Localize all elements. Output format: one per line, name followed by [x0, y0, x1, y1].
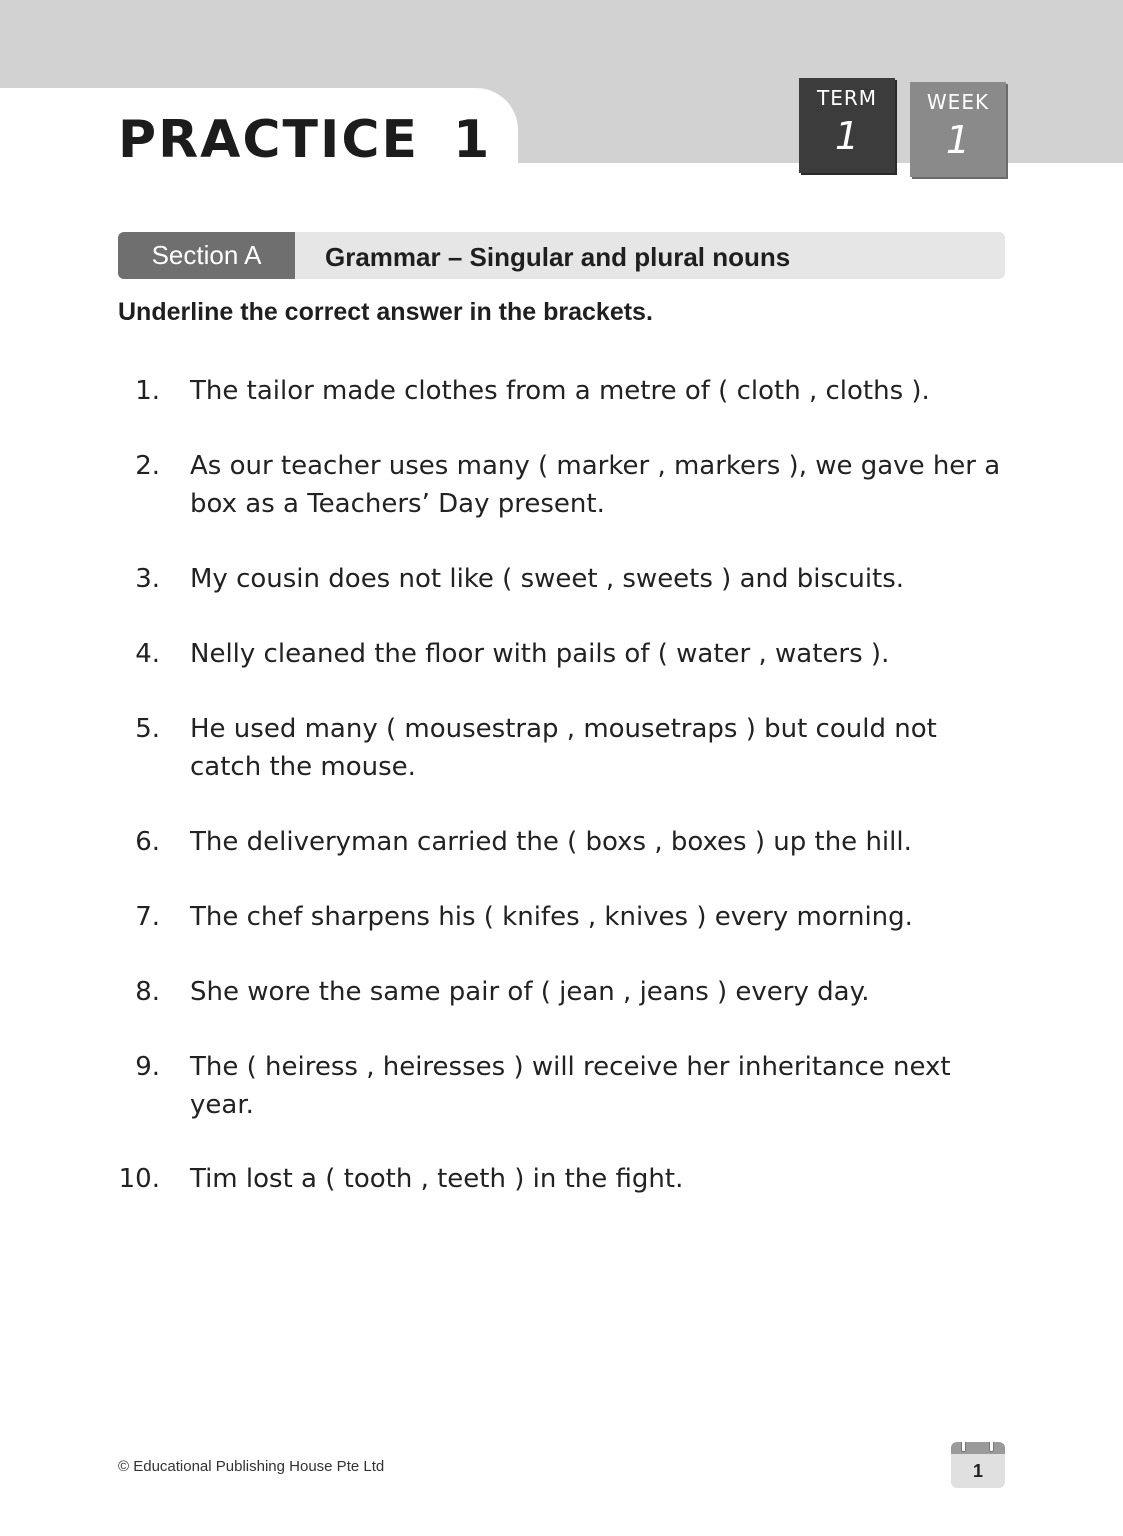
question-number: 8.	[135, 977, 160, 1007]
term-badge	[799, 78, 895, 173]
page-number-badge	[951, 1442, 1005, 1488]
question-text: The ( heiress , heiresses ) will receive her inheritance next year.	[190, 1052, 951, 1120]
question-number: 4.	[135, 639, 160, 669]
question-text: She wore the same pair of ( jean , jeans ) every day.	[190, 977, 870, 1007]
question-number: 9.	[135, 1052, 160, 1082]
week-value: 1	[945, 118, 971, 162]
question-number: 10.	[118, 1164, 160, 1194]
question-text: Tim lost a ( tooth , teeth ) in the fight.	[190, 1164, 684, 1194]
question-text: As our teacher uses many ( marker , markers ), we gave her a box as a Teachers’ Day present.	[190, 451, 1001, 519]
section-title: Grammar – Singular and plural nouns	[325, 242, 791, 272]
week-label: WEEK	[926, 90, 990, 114]
page-title: PRACTICE 1	[118, 110, 492, 170]
question-number: 2.	[135, 451, 160, 481]
question-number: 1.	[135, 376, 160, 406]
question-text: My cousin does not like ( sweet , sweets ) and biscuits.	[190, 564, 905, 594]
question-text: Nelly cleaned the floor with pails of ( water , waters ).	[190, 639, 890, 669]
copyright-notice: © Educational Publishing House Pte Ltd	[118, 1458, 385, 1475]
term-value: 1	[834, 114, 860, 158]
section-tag: Section A	[118, 232, 295, 279]
question-number: 5.	[135, 714, 160, 744]
calendar-icon	[951, 1442, 1005, 1454]
question-number: 3.	[135, 564, 160, 594]
question-text: The deliveryman carried the ( boxs , boxes ) up the hill.	[190, 827, 912, 857]
question-text: The tailor made clothes from a metre of ( cloth , cloths ).	[190, 376, 930, 406]
page-number: 1	[972, 1461, 983, 1481]
instruction: Underline the correct answer in the brackets.	[118, 298, 653, 326]
term-label: TERM	[816, 86, 877, 110]
section-header	[118, 232, 1005, 279]
question-text: The chef sharpens his ( knifes , knives ) every morning.	[190, 902, 913, 932]
question-number: 6.	[135, 827, 160, 857]
question-text: He used many ( mousestrap , mousetraps ) but could not catch the mouse.	[190, 714, 937, 782]
week-badge	[910, 82, 1006, 177]
question-number: 7.	[135, 902, 160, 932]
